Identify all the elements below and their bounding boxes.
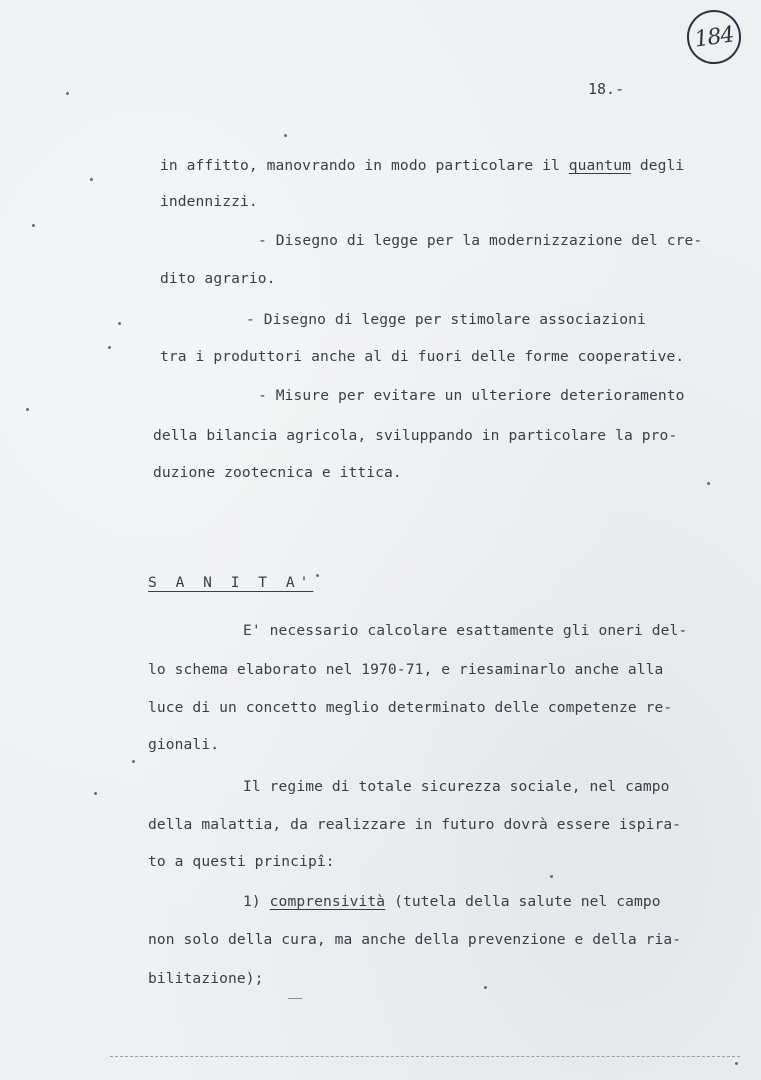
text-segment: in affitto, manovrando in modo particolare il [160, 157, 569, 174]
text-segment: gionali. [148, 736, 220, 753]
text-segment: della malattia, da realizzare in futuro dovrà essere ispira- [148, 816, 682, 833]
text-line [243, 893, 661, 910]
paper-speck [94, 792, 97, 795]
paper-speck [90, 178, 93, 181]
text-segment: (tutela della salute nel campo [385, 893, 661, 910]
text-line [160, 348, 684, 365]
stray-mark [288, 998, 302, 999]
paper-speck [66, 92, 69, 95]
paper-speck [735, 1062, 738, 1065]
text-segment: - Misure per evitare un ulteriore deterioramento [258, 387, 685, 404]
text-line [258, 232, 702, 249]
section-heading-text: S A N I T A' [148, 574, 314, 591]
text-segment: indennizzi. [160, 193, 258, 210]
paper-speck [118, 322, 121, 325]
text-line [160, 270, 276, 287]
text-segment: degli [630, 157, 685, 174]
paper-speck [132, 760, 135, 763]
text-line [148, 699, 672, 716]
paper-speck [32, 224, 35, 227]
text-line [258, 387, 685, 404]
paper-speck [707, 482, 710, 485]
text-segment: non solo della cura, ma anche della prevenzione e della ria- [148, 931, 682, 948]
text-segment: - Disegno di legge per stimolare associazioni [246, 311, 646, 328]
text-line [160, 157, 684, 174]
text-segment: tra i produttori anche al di fuori delle forme cooperative. [160, 348, 685, 365]
paper-speck [550, 875, 553, 878]
text-segment: to a questi principî: [148, 853, 335, 870]
text-line [246, 311, 646, 328]
paper-speck [284, 134, 287, 137]
text-line [148, 931, 681, 948]
text-segment: lo schema elaborato nel 1970-71, e riesaminarlo anche alla [148, 661, 664, 678]
text-line [153, 464, 402, 481]
underlined-text: quantum [568, 157, 631, 174]
text-line [153, 427, 677, 444]
text-line [160, 193, 258, 210]
text-segment: 1) [243, 893, 270, 910]
paper-speck [108, 346, 111, 349]
text-line [148, 853, 335, 870]
paper-speck [484, 986, 487, 989]
underlined-text: comprensività [269, 893, 386, 910]
text-line [243, 622, 687, 639]
paper-speck [316, 574, 319, 577]
bottom-edge-rule [110, 1056, 740, 1058]
text-line [148, 736, 219, 753]
text-segment: E' necessario calcolare esattamente gli oneri del- [243, 622, 688, 639]
text-segment: della bilancia agricola, sviluppando in particolare la pro- [153, 427, 678, 444]
text-segment: Il regime di totale sicurezza sociale, nel campo [243, 778, 670, 795]
page-number: 18.- [588, 80, 625, 98]
text-line [148, 816, 681, 833]
archive-stamp: 184 [684, 7, 745, 68]
text-segment: duzione zootecnica e ittica. [153, 464, 402, 481]
text-segment: dito agrario. [160, 270, 276, 287]
text-line [243, 778, 670, 795]
text-segment: bilitazione); [148, 970, 264, 987]
text-segment: luce di un concetto meglio determinato delle competenze re- [148, 699, 673, 716]
text-segment: - Disegno di legge per la modernizzazione del cre- [258, 232, 703, 249]
paper-speck [26, 408, 29, 411]
text-line [148, 970, 264, 987]
text-line [148, 661, 663, 678]
section-heading [148, 574, 313, 591]
